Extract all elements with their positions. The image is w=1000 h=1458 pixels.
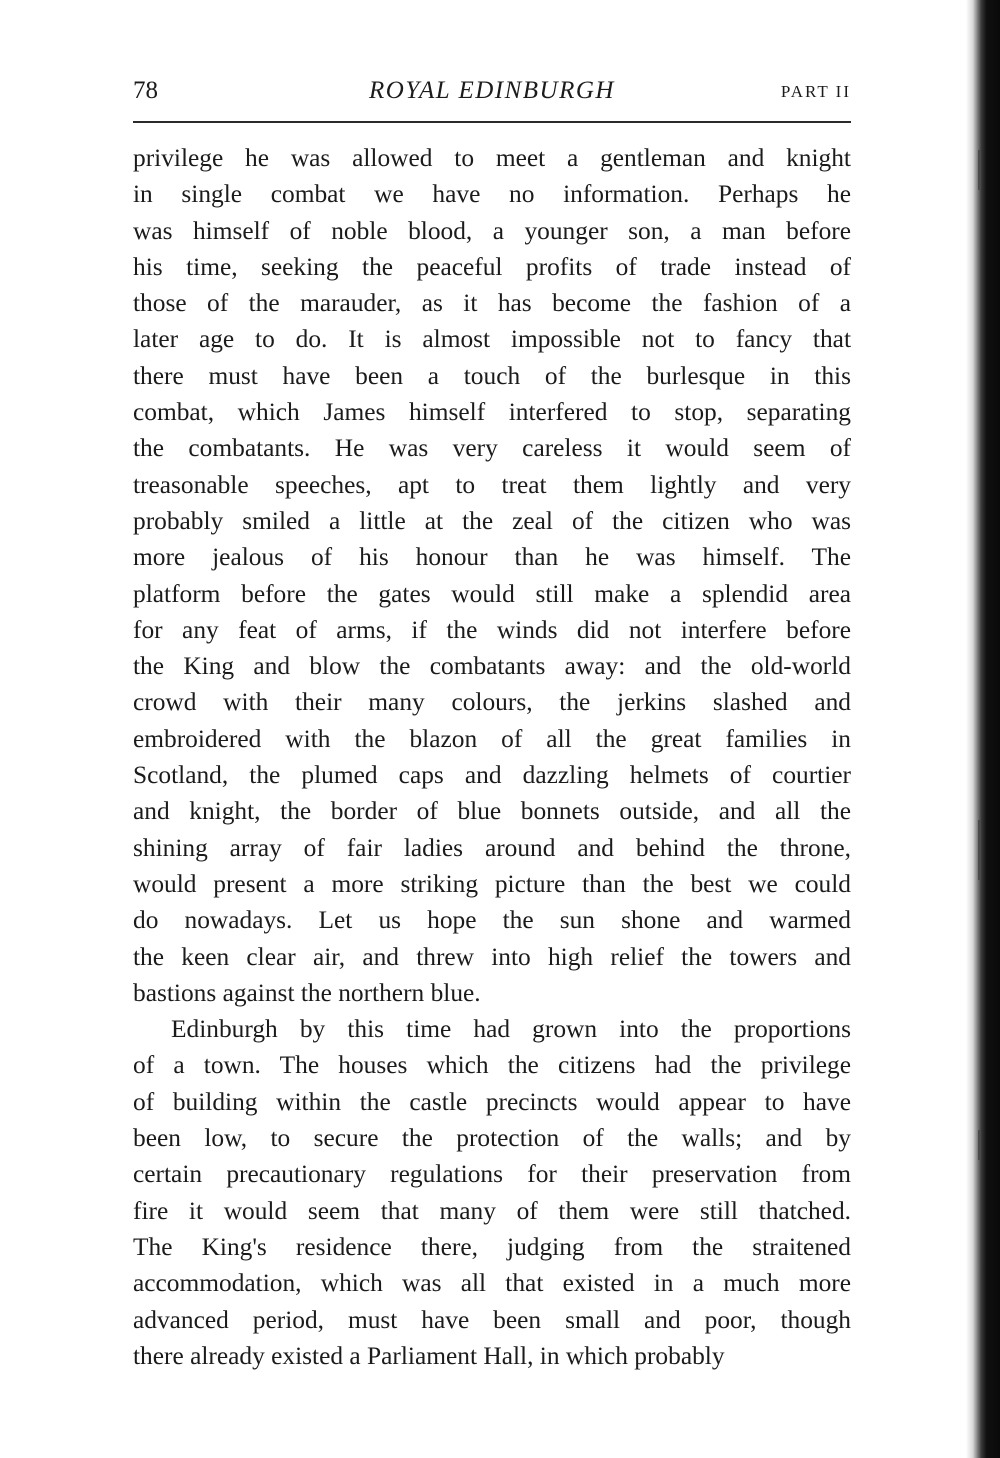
- text-line: crowd with their many colours, the jerkins slashed and: [133, 688, 851, 717]
- text-line: was himself of noble blood, a younger son, a man before: [133, 216, 851, 245]
- text-line: certain precautionary regulations for their preservation from: [133, 1160, 851, 1189]
- running-head: [133, 76, 851, 110]
- page-number: 78: [133, 77, 158, 104]
- text-line: the combatants. He was very careless it would seem of: [133, 434, 851, 463]
- text-line: those of the marauder, as it has become the fashion of a: [133, 289, 851, 318]
- book-binding-edge: [966, 0, 1000, 1458]
- text-line: probably smiled a little at the zeal of the citizen who was: [133, 506, 851, 535]
- binding-speck: [978, 1130, 981, 1160]
- text-line: for any feat of arms, if the winds did not interfere before: [133, 615, 851, 644]
- text-line: the King and blow the combatants away: and the old-world: [133, 652, 851, 681]
- text-line: privilege he was allowed to meet a gentleman and knight: [133, 144, 851, 172]
- text-line: of building within the castle precincts would appear to have: [133, 1087, 851, 1116]
- body-text: [133, 140, 851, 1374]
- text-line: do nowadays. Let us hope the sun shone and warmed: [133, 906, 851, 935]
- text-line: treasonable speeches, apt to treat them lightly and very: [133, 470, 851, 499]
- binding-speck: [978, 150, 981, 190]
- text-line: bastions against the northern blue.: [133, 978, 481, 1007]
- text-line: there must have been a touch of the burlesque in this: [133, 361, 851, 390]
- text-line: his time, seeking the peaceful profits of trade instead of: [133, 252, 851, 281]
- text-line: in single combat we have no information. Perhaps he: [133, 180, 851, 209]
- text-line: would present a more striking picture than the best we could: [133, 869, 851, 898]
- text-line: platform before the gates would still make a splendid area: [133, 579, 851, 608]
- text-line: accommodation, which was all that existed in a much more: [133, 1269, 851, 1298]
- part-label: PART II: [780, 82, 851, 101]
- text-line: embroidered with the blazon of all the great families in: [133, 724, 851, 753]
- text-line: combat, which James himself interfered to stop, separating: [133, 398, 851, 427]
- text-line: advanced period, must have been small and poor, though: [133, 1305, 851, 1334]
- text-line: been low, to secure the protection of the walls; and by: [133, 1124, 851, 1153]
- binding-speck: [978, 820, 981, 880]
- text-line: and knight, the border of blue bonnets outside, and all the: [133, 797, 851, 826]
- paragraph: [133, 1011, 851, 1374]
- text-line: Scotland, the plumed caps and dazzling helmets of courtier: [133, 761, 851, 790]
- text-line: there already existed a Parliament Hall, in which probably: [133, 1341, 725, 1370]
- text-line: The King's residence there, judging from the straitened: [133, 1232, 851, 1261]
- text-line: fire it would seem that many of them were still thatched.: [133, 1196, 851, 1225]
- text-line: Edinburgh by this time had grown into the proportions: [171, 1015, 851, 1044]
- header-rule: [133, 121, 851, 123]
- text-line: later age to do. It is almost impossible not to fancy that: [133, 325, 851, 354]
- text-line: the keen clear air, and threw into high relief the towers and: [133, 942, 851, 971]
- paragraph: [133, 140, 851, 1011]
- text-line: of a town. The houses which the citizens had the privilege: [133, 1051, 851, 1080]
- text-line: more jealous of his honour than he was himself. The: [133, 543, 851, 572]
- text-line: shining array of fair ladies around and behind the throne,: [133, 833, 851, 862]
- running-title: ROYAL EDINBURGH: [369, 77, 615, 104]
